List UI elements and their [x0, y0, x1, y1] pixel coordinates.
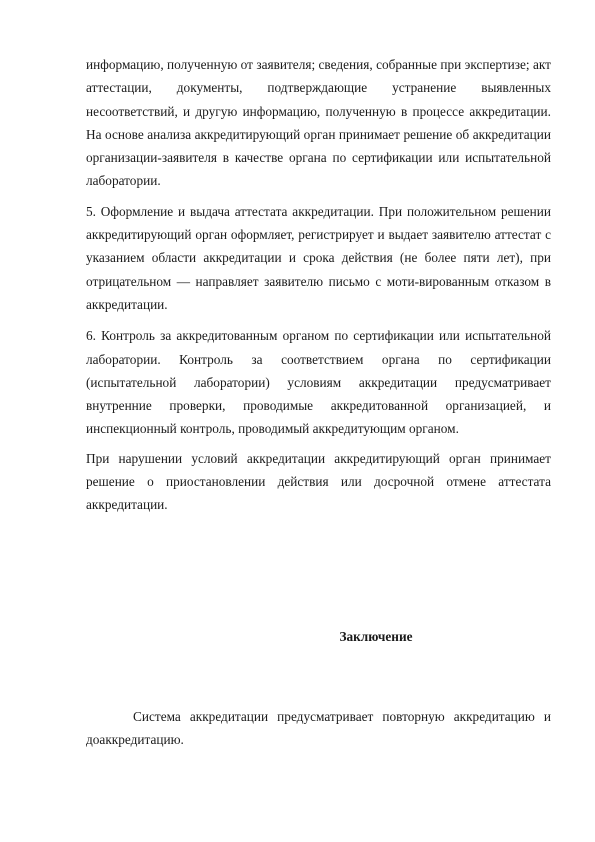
paragraph-4: При нарушении условий аккредитации аккредитирующий орган принимает решение о приостановлении действия или досрочной отмене аттестата аккредитации. — [86, 450, 551, 513]
paragraph-3: 6. Контроль за аккредитованным органом по сертификации или испытательной лаборатории. Контроль за соответствием органа по сертификации (испытательной лаборатории) условиям аккредитации предусматривает внутренние проверки, проводимые аккредитованной организацией, и инспекционный контроль, проводимый аккредитующим органом. — [86, 328, 551, 437]
paragraph-1: информацию, полученную от заявителя; сведения, собранные при экспертизе; акт аттестации, документы, подтверждающие устранение выявленных несоответствий, и другую информацию, полученную в процессе аккредитации. На основе анализа аккредитирующий орган принимает решение об аккредитации организации-заявителя в качестве органа по сертификации или испытательной лаборатории. — [86, 57, 551, 189]
paragraph-2: 5. Оформление и выдача аттестата аккредитации. При положительном решении аккредитирующий орган оформляет, регистрирует и выдает заявителю аттестат с указанием области аккредитации и срока действия (не более пяти лет), при отрицательном — направляет заявителю письмо с моти-вированным отказом в аккредитации. — [86, 203, 551, 312]
paragraph-conclusion: Система аккредитации предусматривает повторную аккредитацию и доаккредитацию. — [86, 709, 551, 748]
document-body — [86, 53, 551, 748]
section-heading: Заключение — [339, 629, 413, 644]
